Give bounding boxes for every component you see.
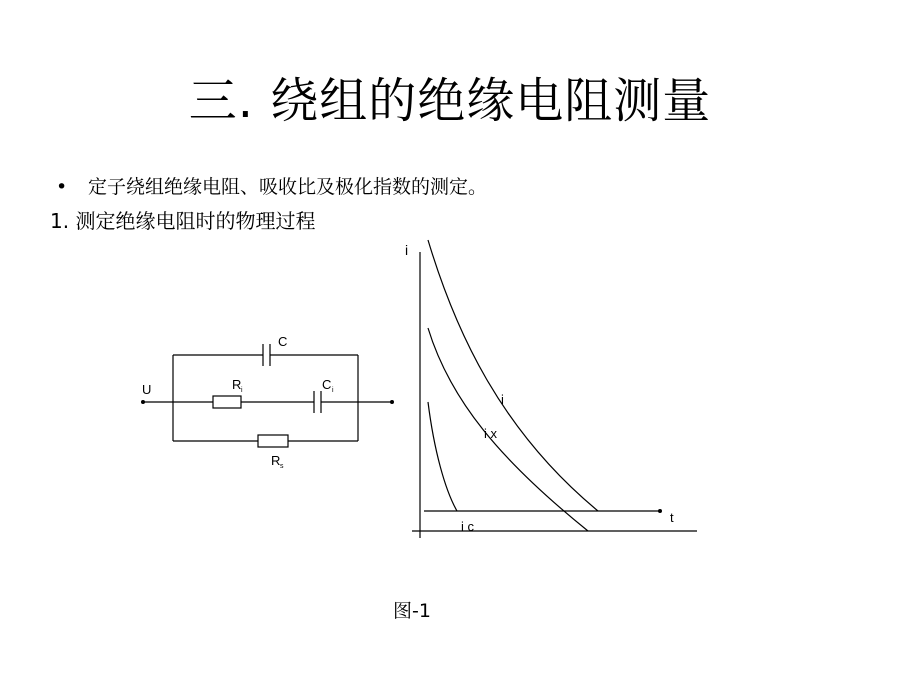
curve-capacitive-label: i c — [461, 519, 474, 534]
section-heading: 1. 测定绝缘电阻时的物理过程 — [50, 209, 316, 233]
axis-end-dot — [658, 509, 662, 513]
curve-total-label: i — [501, 392, 504, 407]
label-resistor-rs: R — [271, 453, 281, 468]
bullet-text: 定子绕组绝缘电阻、吸收比及极化指数的测定。 — [88, 176, 488, 198]
figure-caption: 图-1 — [393, 600, 431, 622]
label-capacitor-ci: C — [322, 377, 332, 392]
current-time-graph — [412, 240, 697, 538]
slide-title: 三. 绕组的绝缘电阻测量 — [188, 73, 712, 129]
terminal-right — [390, 400, 394, 404]
label-resistor-ri-sub: i — [241, 387, 243, 394]
resistor-ri — [213, 396, 241, 408]
terminal-left — [141, 400, 145, 404]
curve-total-current — [428, 240, 598, 511]
curve-absorption-label: i x — [484, 426, 497, 441]
label-capacitor-ci-sub: i — [332, 387, 334, 394]
curve-capacitive-current — [428, 402, 457, 511]
y-axis-label: i — [405, 242, 409, 258]
label-capacitor-c: C — [278, 334, 288, 349]
label-source-u: U — [142, 382, 152, 397]
bullet-marker: • — [56, 176, 68, 198]
equivalent-circuit — [143, 344, 392, 447]
resistor-rs — [258, 435, 288, 447]
x-axis-label: t — [670, 510, 674, 525]
label-resistor-rs-sub: s — [280, 463, 284, 470]
label-resistor-ri: R — [232, 377, 242, 392]
